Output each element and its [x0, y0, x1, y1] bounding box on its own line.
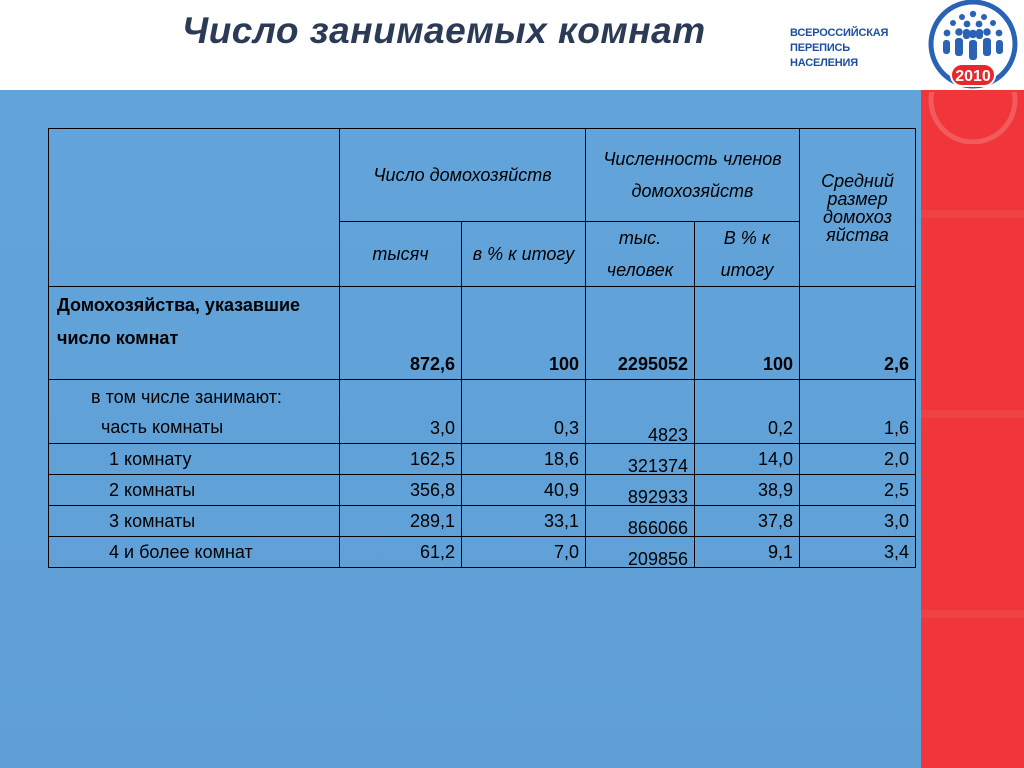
rooms-table	[48, 128, 916, 568]
cell-hh-pct: 18,6	[462, 444, 586, 475]
cell-members-pct: 14,0	[695, 444, 800, 475]
header-thousand-persons: тыс. человек	[586, 222, 695, 287]
table-row	[49, 287, 916, 380]
cell-hh-pct: 0,3	[462, 380, 586, 444]
slide-title: Число занимаемых комнат	[182, 10, 706, 51]
header-pct-total-2: В % к итогу	[695, 222, 800, 287]
row-label: 4 и более комнат	[49, 537, 340, 568]
table-row	[49, 444, 916, 475]
row-label: 1 комнату	[49, 444, 340, 475]
header-households: Число домохозяйств	[340, 129, 586, 222]
table-row	[49, 506, 916, 537]
cell-members: 2295052	[586, 287, 695, 380]
cell-hh-pct: 100	[462, 287, 586, 380]
cell-hh-thousand: 872,6	[340, 287, 462, 380]
cell-members: 209856	[586, 540, 695, 571]
cell-avg: 2,5	[800, 475, 916, 506]
cell-avg: 2,6	[800, 287, 916, 380]
row-label-line1: в том числе занимают:	[91, 386, 282, 407]
logo-year: 2010	[955, 68, 991, 85]
cell-hh-pct: 40,9	[462, 475, 586, 506]
header-members: Численность членов домохозяйств	[586, 129, 800, 222]
cell-hh-pct: 7,0	[462, 537, 586, 568]
cell-members: 892933	[586, 478, 695, 509]
header-thousand: тысяч	[340, 222, 462, 287]
table-row	[49, 380, 916, 444]
cell-hh-thousand: 289,1	[340, 506, 462, 537]
cell-members-pct: 9,1	[695, 537, 800, 568]
row-label: 3 комнаты	[49, 506, 340, 537]
logo-reflection	[925, 92, 1021, 144]
header-pct-total: в % к итогу	[462, 222, 586, 287]
header-corner	[49, 129, 340, 287]
census-caption-line1: ВСЕРОССИЙСКАЯ	[790, 27, 889, 39]
census-2010-logo	[925, 0, 1021, 96]
table-row	[49, 475, 916, 506]
row-label: 2 комнаты	[49, 475, 340, 506]
cell-members-pct: 37,8	[695, 506, 800, 537]
cell-hh-thousand: 61,2	[340, 537, 462, 568]
side-decoration-strip	[921, 90, 1024, 768]
cell-members: 4823	[586, 383, 695, 447]
census-caption	[790, 26, 920, 71]
slide-header	[0, 0, 1024, 90]
cell-members-pct: 100	[695, 287, 800, 380]
header-avg-size: Средний размер домохоз яйства	[800, 129, 916, 287]
cell-members: 321374	[586, 447, 695, 478]
cell-hh-thousand: 162,5	[340, 444, 462, 475]
cell-hh-thousand: 356,8	[340, 475, 462, 506]
cell-hh-pct: 33,1	[462, 506, 586, 537]
census-caption-line2: ПЕРЕПИСЬ НАСЕЛЕНИЯ	[790, 42, 858, 69]
cell-members-pct: 38,9	[695, 475, 800, 506]
cell-hh-thousand: 3,0	[340, 380, 462, 444]
row-label-line2: часть комнаты	[101, 416, 224, 437]
cell-avg: 2,0	[800, 444, 916, 475]
row-label	[49, 380, 340, 444]
cell-avg: 1,6	[800, 380, 916, 444]
cell-avg: 3,0	[800, 506, 916, 537]
row-label: Домохозяйства, указавшие число комнат	[49, 287, 340, 380]
cell-avg: 3,4	[800, 537, 916, 568]
table-row	[49, 537, 916, 568]
cell-members-pct: 0,2	[695, 380, 800, 444]
cell-members: 866066	[586, 509, 695, 540]
